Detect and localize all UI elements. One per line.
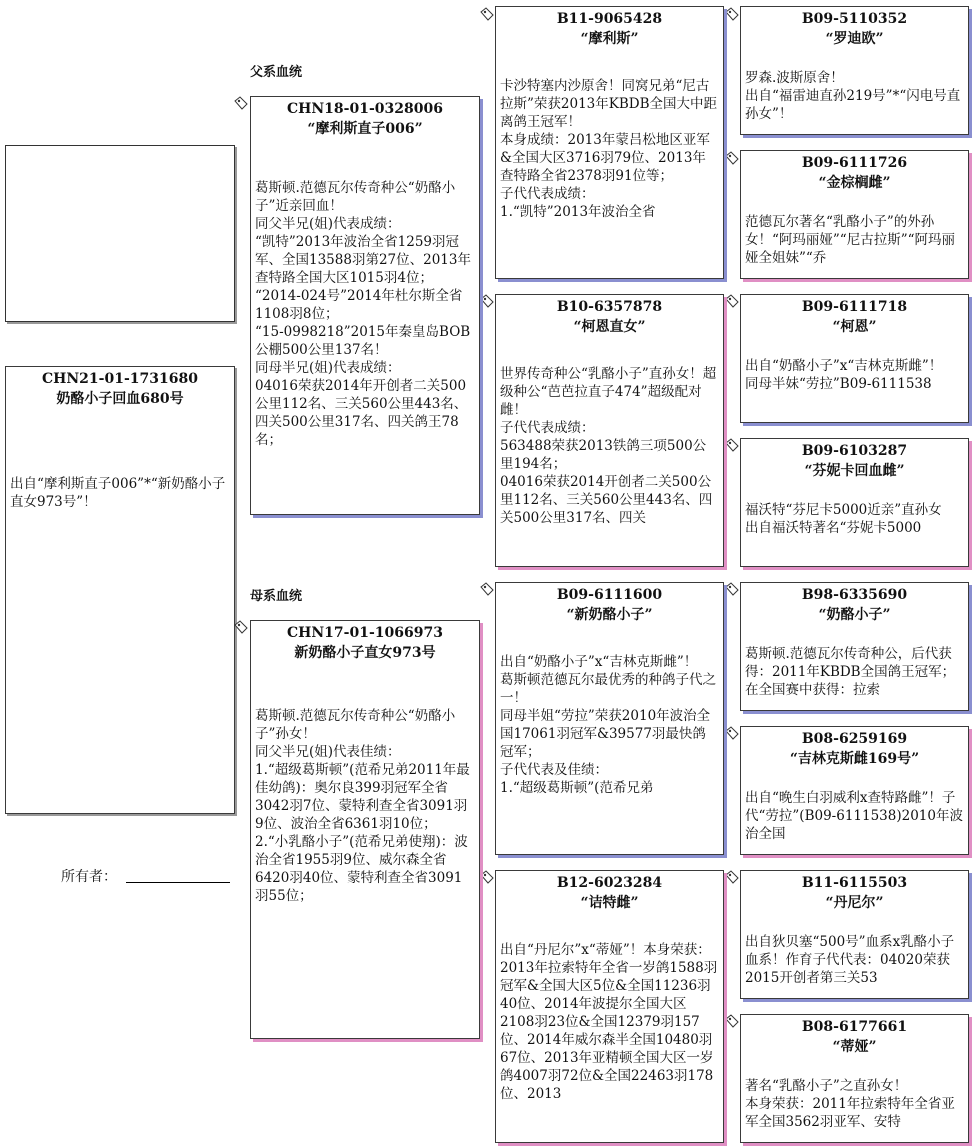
- owner-label: 所有者：: [61, 869, 117, 885]
- ddd-notes: 著名“乳酪小子”之直孙女！ 本身荣获：2011年拉索特年全省亚军全国3562羽亚军、安特: [745, 1078, 955, 1130]
- dd-notes: 出自“丹尼尔”x“蒂娅”！本身荣获：2013年拉索特年全省一岁鸽1588羽冠军&全国大区5位&全国11236羽40位、2014年波提尔全国大区2108羽23位&全国12379羽157位、2014年威尔森半全国10480羽67位、2013年亚精顿全国大区一岁鸽4007羽72位&全国22463羽178位、2013: [500, 942, 718, 1102]
- sss-card[interactable]: [740, 6, 969, 135]
- ddd-ring: B08-6177661: [801, 1019, 908, 1035]
- dsd-ring: B08-6259169: [801, 731, 908, 747]
- sss-ring: B09-5110352: [801, 11, 908, 27]
- ddd-name: “蒂娅”: [832, 1039, 877, 1055]
- ds-notes: 出自“奶酪小子”x“吉林克斯雌”！ 葛斯顿范德瓦尔最优秀的种鸽子代之一！ 同母半姐“劳拉”荣获2010年波治全国17061羽冠军&39577羽最快鸽冠军； 子代代表及佳绩： 1.“超级葛斯顿”(范希兄弟: [500, 654, 716, 796]
- dsd-name: “吉林克斯雌169号”: [789, 751, 920, 767]
- sd-ring: B10-6357878: [556, 299, 663, 315]
- dam-ring: CHN17-01-1066973: [287, 625, 443, 641]
- dam-card[interactable]: [250, 620, 480, 1039]
- sdd-name: “芬妮卡回血雌”: [804, 463, 905, 479]
- edit-icon[interactable]: [234, 96, 248, 110]
- dam-name: 新奶酪小子直女973号: [294, 645, 436, 661]
- edit-icon[interactable]: [725, 870, 739, 884]
- dds-name: “丹尼尔”: [825, 895, 884, 911]
- ddd-card[interactable]: [740, 1014, 969, 1143]
- dam-line-label: 母系血统: [250, 589, 303, 604]
- sds-name: “柯恩”: [832, 319, 877, 335]
- sire-name: “摩利斯直子006”: [307, 121, 423, 137]
- sss-name: “罗迪欧”: [825, 31, 884, 47]
- sire-ring: CHN18-01-0328006: [287, 101, 443, 117]
- ssd-card[interactable]: [740, 150, 969, 279]
- sds-ring: B09-6111718: [801, 299, 908, 315]
- dd-ring: B12-6023284: [556, 875, 663, 891]
- edit-icon[interactable]: [480, 294, 494, 308]
- dds-ring: B11-6115503: [801, 875, 908, 891]
- edit-icon[interactable]: [234, 620, 248, 634]
- dd-card[interactable]: [495, 870, 724, 1143]
- subject-notes: 出自“摩利斯直子006”*“新奶酪小子直女973号”！: [10, 476, 226, 510]
- edit-icon[interactable]: [725, 294, 739, 308]
- sdd-ring: B09-6103287: [801, 443, 908, 459]
- sd-notes: 世界传奇种公“乳酪小子”直孙女！超级种公“芭芭拉直子474”超级配对雌！ 子代代表成绩： 563488荣获2013铁鸽三项500公里194名； 04016荣获2014开创者二关500公里112名、三关560公里443名、四关500公里317名、四关: [500, 366, 717, 526]
- edit-icon[interactable]: [725, 726, 739, 740]
- sdd-notes: 福沃特“芬尼卡5000近亲”直孙女 出自福沃特著名“芬妮卡5000: [745, 502, 942, 536]
- sss-notes: 罗森.波斯原舍！ 出自“福雷迪直孙219号”*“闪电号直孙女”！: [745, 70, 961, 122]
- subject-ring: CHN21-01-1731680: [42, 371, 198, 387]
- edit-icon[interactable]: [725, 7, 739, 21]
- ss-ring: B11-9065428: [556, 11, 663, 27]
- sds-notes: 出自“奶酪小子”x“吉林克斯雌”！ 同母半妹“劳拉”B09-6111538: [745, 358, 943, 392]
- sd-name: “柯恩直女”: [573, 319, 646, 335]
- ssd-ring: B09-6111726: [801, 155, 908, 171]
- dsd-card[interactable]: [740, 726, 969, 855]
- subject-card: [5, 366, 235, 814]
- owner-line[interactable]: [126, 882, 230, 883]
- subject-name: 奶酪小子回血680号: [56, 391, 184, 407]
- ds-card[interactable]: [495, 582, 724, 855]
- ssd-notes: 范德瓦尔著名“乳酪小子”的外孙女！“阿玛丽娅”“尼古拉斯”“阿玛丽娅全姐妹”“乔: [745, 214, 956, 266]
- dss-card[interactable]: [740, 582, 969, 711]
- dss-notes: 葛斯顿.范德瓦尔传奇种公，后代获得：2011年KBDB全国鸽王冠军；在全国赛中获得：拉索: [745, 646, 956, 698]
- ds-name: “新奶酪小子”: [566, 607, 653, 623]
- dds-card[interactable]: [740, 870, 969, 999]
- ss-card[interactable]: [495, 6, 724, 279]
- dss-name: “奶酪小子”: [818, 607, 891, 623]
- sire-notes: 葛斯顿.范德瓦尔传奇种公“奶酪小子”近亲回血！ 同父半兄(姐)代表成绩： “凯特”2013年波治全省1259羽冠军、全国13588羽第27位、2013年查特路全国大区1015羽4位； “2014-024号”2014年杜尔斯全省1108羽8位； “15-0998218”2015年秦皇岛BOB公棚500公里137名！ 同母半兄(姐)代表成绩： 04016荣获2014年开创者二关500公里112名、三关560公里443名、四关500公里317名、四关鸽王78名；: [255, 180, 471, 448]
- ss-name: “摩利斯”: [580, 31, 639, 47]
- dsd-notes: 出自“晚生白羽威利x查特路雌”！子代“劳拉”(B09-6111538)2010年波治全国: [745, 790, 963, 842]
- ssd-name: “金棕榈雌”: [818, 175, 891, 191]
- edit-icon[interactable]: [480, 870, 494, 884]
- sds-card[interactable]: [740, 294, 969, 423]
- dam-notes: 葛斯顿.范德瓦尔传奇种公“奶酪小子”孙女！ 同父半兄(姐)代表佳绩： 1.“超级葛斯顿”(范希兄弟2011年最佳幼鸽)：奥尔良399羽冠军全省3042羽7位、蒙特利查全省3091羽9位、波治全省6361羽10位； 2.“小乳酪小子”(范希兄弟使翔)：波治全省1955羽9位、威尔森全省6420羽40位、蒙特利查全省3091羽55位；: [255, 708, 470, 904]
- photo-frame: [5, 145, 235, 322]
- sdd-card[interactable]: [740, 438, 969, 567]
- edit-icon[interactable]: [725, 151, 739, 165]
- edit-icon[interactable]: [725, 1014, 739, 1028]
- edit-icon[interactable]: [725, 582, 739, 596]
- sd-card[interactable]: [495, 294, 724, 567]
- edit-icon[interactable]: [480, 7, 494, 21]
- sire-line-label: 父系血统: [250, 65, 303, 80]
- edit-icon[interactable]: [480, 582, 494, 596]
- ds-ring: B09-6111600: [556, 587, 663, 603]
- edit-icon[interactable]: [725, 438, 739, 452]
- ss-notes: 卡沙特塞内沙原舍！同窝兄弟“尼古拉斯”荣获2013年KBDB全国大中距离鸽王冠军！ 本身成绩：2013年蒙吕松地区亚军&全国大区3716羽79位、2013年查特路全省2378羽91位等； 子代代表成绩： 1.“凯特”2013年波治全省: [500, 78, 718, 220]
- dd-name: “诘特雌”: [580, 895, 639, 911]
- sire-card[interactable]: [250, 96, 480, 515]
- dds-notes: 出自狄贝塞“500号”血系x乳酪小子血系！作育子代代表：04020荣获2015开创者第三关53: [745, 934, 955, 986]
- dss-ring: B98-6335690: [801, 587, 908, 603]
